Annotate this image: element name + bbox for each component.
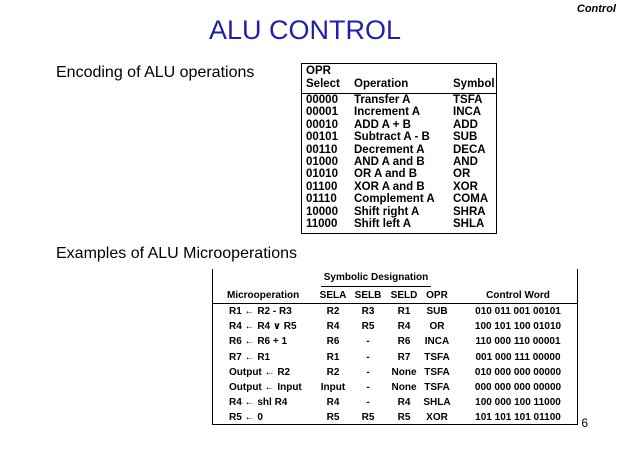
operation-cell: ADD A + B: [354, 118, 411, 131]
page-number: 6: [581, 416, 588, 430]
table-row: [213, 365, 577, 380]
seld-cell: None: [391, 366, 417, 378]
symbol-cell: OR: [453, 168, 471, 181]
section-heading-examples: Examples of ALU Microoperations: [56, 245, 297, 262]
symbol-cell: DECA: [453, 143, 486, 156]
seld-cell: R5: [397, 412, 411, 424]
control-word-cell: 001 000 111 00000: [475, 351, 561, 363]
symbol-cell: SUB: [453, 131, 478, 144]
sela-cell: R6: [326, 336, 340, 348]
table-row: [302, 218, 496, 232]
symbol-cell: AND: [453, 156, 478, 168]
microoperation-cell: R1 ← R2 - R3: [229, 306, 292, 317]
symbol-cell: SHRA: [453, 205, 486, 218]
microoperation-cell: Output ← R2: [229, 366, 291, 378]
sela-cell: R5: [326, 412, 340, 424]
selb-cell: R3: [361, 306, 375, 317]
header-seld: SELD: [390, 290, 418, 301]
operation-cell: Decrement A: [354, 143, 425, 156]
select-code-cell: 00101: [306, 131, 338, 144]
header-operation: Operation: [354, 78, 409, 90]
select-code-cell: 11000: [306, 218, 338, 230]
section-heading-encoding: Encoding of ALU operations: [56, 64, 255, 81]
symbolic-designation-label: Symbolic Designation: [321, 271, 431, 287]
symbol-cell: ADD: [453, 118, 478, 131]
control-word-cell: 110 000 110 00001: [475, 336, 561, 348]
control-word-cell: 100 000 100 11000: [475, 397, 561, 409]
opr-cell: SUB: [426, 306, 448, 317]
microoperation-cell: R7 ← R1: [229, 351, 271, 363]
table-row: [213, 395, 577, 410]
selb-cell: -: [366, 351, 370, 363]
operation-cell: Complement A: [354, 193, 435, 206]
symbol-cell: SHLA: [453, 218, 485, 230]
operation-cell: Shift right A: [354, 205, 420, 218]
selb-cell: R5: [361, 412, 375, 424]
microoperation-cell: R4 ← R4 ∨ R5: [229, 321, 297, 333]
select-code-cell: 00110: [306, 143, 338, 156]
opr-cell: OR: [429, 321, 445, 333]
microop-table: [212, 269, 578, 425]
corner-label: Control: [576, 3, 616, 15]
operation-cell: Transfer A: [354, 94, 411, 106]
table-row: [213, 304, 577, 319]
opr-cell: TSFA: [424, 366, 450, 378]
select-code-cell: 00000: [306, 94, 338, 106]
header-selb: SELB: [354, 290, 382, 301]
header-opr: OPR: [426, 290, 448, 301]
header-symbol: Symbol: [453, 78, 495, 90]
selb-cell: -: [366, 336, 370, 348]
symbol-cell: XOR: [453, 180, 478, 193]
header-sela: SELA: [319, 290, 347, 301]
header-microoperation: Microoperation: [227, 290, 300, 301]
table-row: [213, 350, 577, 365]
operation-cell: Increment A: [354, 106, 421, 119]
operation-cell: XOR A and B: [354, 180, 425, 193]
sela-cell: R4: [326, 321, 340, 333]
symbol-cell: TSFA: [453, 94, 483, 106]
table-row: [213, 410, 577, 425]
microoperation-cell: Output ← Input: [229, 382, 302, 393]
control-word-cell: 010 011 001 00101: [475, 306, 561, 317]
sela-cell: Input: [320, 382, 346, 393]
seld-cell: R7: [397, 351, 411, 363]
sela-cell: R4: [326, 397, 340, 409]
select-code-cell: 00010: [306, 118, 338, 131]
selb-cell: R5: [361, 321, 375, 333]
control-word-cell: 000 000 000 00000: [474, 382, 562, 393]
sela-cell: R1: [326, 351, 340, 363]
header-select: Select: [306, 78, 340, 90]
microoperation-cell: R6 ← R6 + 1: [229, 336, 288, 348]
table-row: [213, 380, 577, 395]
select-code-cell: 01010: [306, 168, 338, 181]
selb-cell: -: [366, 366, 370, 378]
table-row: [213, 334, 577, 349]
microop-header-row: [213, 288, 577, 303]
page-title: [0, 15, 638, 46]
encoding-table: [301, 63, 497, 234]
operation-cell: AND A and B: [354, 156, 425, 168]
header-control-word: Control Word: [486, 290, 550, 301]
opr-label: OPR: [306, 65, 331, 77]
selb-cell: -: [366, 397, 370, 409]
seld-cell: R4: [397, 321, 411, 333]
seld-cell: R6: [397, 336, 411, 348]
opr-cell: SHLA: [423, 397, 451, 409]
microoperation-cell: R4 ← shl R4: [229, 397, 288, 409]
selb-cell: -: [366, 382, 370, 393]
control-word-cell: 100 101 100 01010: [474, 321, 562, 333]
microoperation-cell: R5 ← 0: [229, 412, 263, 424]
control-word-cell: 101 101 101 01100: [475, 412, 561, 424]
opr-cell: TSFA: [424, 351, 450, 363]
operation-cell: OR A and B: [354, 168, 418, 181]
symbol-cell: INCA: [453, 106, 482, 119]
control-word-cell: 010 000 000 00000: [474, 366, 562, 378]
select-code-cell: 00001: [306, 106, 338, 119]
opr-cell: INCA: [424, 336, 450, 348]
encoding-header-row: [302, 78, 496, 92]
table-row: [213, 319, 577, 334]
seld-cell: R4: [397, 397, 411, 409]
sela-cell: R2: [326, 366, 340, 378]
seld-cell: None: [391, 382, 417, 393]
page-title-text: ALU CONTROL: [208, 15, 402, 45]
select-code-cell: 01000: [306, 156, 338, 168]
select-code-cell: 10000: [306, 205, 338, 218]
opr-cell: TSFA: [424, 382, 450, 393]
select-code-cell: 01100: [306, 180, 338, 193]
operation-cell: Shift left A: [354, 218, 412, 230]
symbol-cell: COMA: [453, 193, 489, 206]
select-code-cell: 01110: [306, 193, 337, 206]
seld-cell: R1: [397, 306, 411, 317]
operation-cell: Subtract A - B: [354, 131, 430, 144]
opr-cell: XOR: [426, 412, 448, 424]
sela-cell: R2: [326, 306, 340, 317]
